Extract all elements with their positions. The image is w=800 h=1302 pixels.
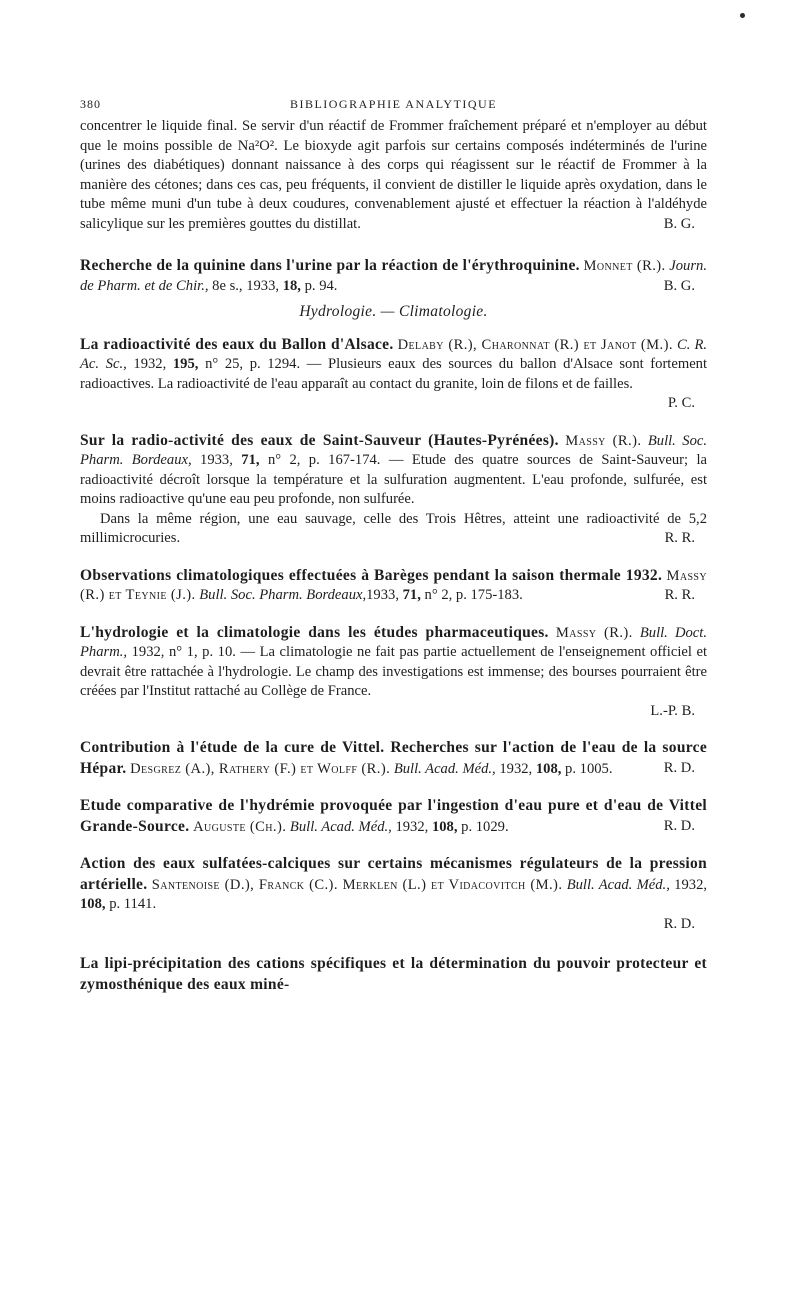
entry-title: La lipi-précipitation des cations spécifiques et la détermination du pouvoir protecteur et zymosthénique des eaux miné- <box>80 955 707 993</box>
entry-authors: Monnet (R.). <box>583 258 666 274</box>
entry-ref-end: p. 1141. <box>109 896 157 912</box>
entry-ref: 1933, <box>366 587 399 603</box>
entry-authors: Massy (R.) et Teynie (J.). <box>80 567 707 603</box>
entry-ref-end: n° 25, p. 1294. <box>205 356 301 372</box>
page-content <box>80 0 707 995</box>
entry-volume: 108, <box>535 760 562 777</box>
bibliography-entry <box>80 796 707 837</box>
entry-ref: 1932, n° 1, p. 10. <box>131 644 236 660</box>
entry-abstract: — Plusieurs eaux des sources du ballon d'Alsace sont fortement radioactives. La radioactivité de l'eau apparaît au contact du granite, loin de filons et de failles. <box>80 356 708 392</box>
bibliography-entry <box>80 566 707 606</box>
entry-ref-end: p. 94. <box>304 277 338 294</box>
entry-abstract: — La climatologie ne fait pas partie actuellement de l'enseignement officiel et devrait être rattachée à l'hydrologie. Le champ des investigations est immense; des bourses pourraient être créées par l'Institut rattaché au Collège de France. <box>80 644 707 699</box>
entry-journal: C. R. Ac. Sc., <box>80 336 708 372</box>
entry-volume: 108, <box>80 896 106 912</box>
entry-signature: B. G. <box>663 277 695 294</box>
entry-signature: R. R. <box>664 587 695 603</box>
bibliography-entry <box>80 335 707 414</box>
entry-authors: Massy (R.). <box>565 432 642 449</box>
entry-ref-end: p. 1029. <box>461 818 509 835</box>
entry-ref: 1932, <box>499 760 533 777</box>
entry-volume: 195, <box>172 356 199 372</box>
entry-title: Contribution à l'étude de la cure de Vittel. Recherches sur l'action de l'eau de la source Hépar. <box>80 739 707 777</box>
entry-authors: Delaby (R.), Charonnat (R.) et Janot (M.). <box>397 336 673 353</box>
entry-authors: Auguste (Ch.). <box>193 818 287 835</box>
entry-authors: Santenoise (D.), Franck (C.). Merklen (L.) et Vidacovitch (M.). <box>151 876 563 893</box>
entry-journal: Bull. Doct. Pharm., <box>80 624 707 660</box>
intro-signature: B. G. <box>663 215 695 232</box>
intro-paragraph <box>80 117 707 234</box>
entry-title: La radioactivité des eaux du Ballon d'Alsace. <box>80 335 394 353</box>
page-number: 380 <box>80 97 101 111</box>
entry-journal: Journ. de Pharm. et de Chir., <box>80 258 707 294</box>
entry-title: L'hydrologie et la climatologie dans les études pharmaceutiques. <box>80 623 549 641</box>
entry-signature: P. C. <box>667 395 695 411</box>
entry-volume: 71, <box>402 587 421 603</box>
entry-ref-end: p. 1005. <box>565 760 613 777</box>
bibliography-entry <box>80 431 707 510</box>
entry-ref: 1933, <box>200 452 233 468</box>
entry-authors: Desgrez (A.), Rathery (F.) et Wolff (R.). <box>130 760 391 777</box>
entry-ref: 8e s., 1933, <box>212 277 280 294</box>
intro-text: concentrer le liquide final. Se servir d'un réactif de Frommer fraîchement préparé et n'employer au début que le moins possible de Na²O². Le bioxyde agit parfois sur certains composés indéterminés de l'urine (urines des diabétiques) donnant naissance à des corps qui réagissent sur le réactif de Frommer à la manière des cétones; dans ces cas, peu fréquents, il convient de distiller le liquide après oxydation, dans le tube même muni d'un tube à deux coudures, convenablement ajusté et effectuer la réaction à l'aldéhyde salicylique sur les premières gouttes du distillat. <box>80 118 707 232</box>
entry-journal: Bull. Soc. Pharm. Bordeaux, <box>80 432 707 468</box>
entry-ref-end: n° 2, p. 167-174. <box>267 452 381 468</box>
entry-ref: 1932, <box>674 876 708 893</box>
bibliography-entry <box>80 256 707 296</box>
entry-volume: 108, <box>431 818 458 835</box>
entry-title: Action des eaux sulfatées-calciques sur certains mécanismes régulateurs de la pression artérielle. <box>80 855 707 893</box>
entry-journal: Bull. Acad. Méd., <box>289 818 392 835</box>
entry-authors: Massy (R.). <box>555 624 633 641</box>
bibliography-entry-final <box>80 954 707 995</box>
page-dot <box>740 13 745 18</box>
entry-signature: R. D. <box>663 915 695 932</box>
entry-title: Etude comparative de l'hydrémie provoquée par l'ingestion d'eau pure et d'eau de Vittel Grande-Source. <box>80 797 707 835</box>
entry-signature: R. D. <box>663 817 695 834</box>
entry-ref-end: n° 2, p. 175-183. <box>424 587 523 603</box>
entry-ref: 1932, <box>133 356 167 372</box>
entry-signature: R. D. <box>663 759 695 776</box>
bibliography-entry <box>80 854 707 934</box>
entry-journal: Bull. Acad. Méd., <box>393 760 496 777</box>
entry-title: Observations climatologiques effectuées à Barèges pendant la saison thermale 1932. <box>80 566 663 584</box>
entry-title: Sur la radio-activité des eaux de Saint-Sauveur (Hautes-Pyrénées). <box>80 431 559 449</box>
bibliography-entry <box>80 738 707 779</box>
entry-abstract-continued <box>80 510 707 549</box>
entry-journal: Bull. Acad. Méd., <box>566 876 670 893</box>
entry-volume: 71, <box>241 452 260 468</box>
entry-signature: R. R. <box>664 530 695 546</box>
running-header <box>80 97 707 117</box>
running-title: BIBLIOGRAPHIE ANALYTIQUE <box>289 97 498 111</box>
bibliography-entry <box>80 623 707 722</box>
entry-abstract: — Etude des quatre sources de Saint-Sauveur; la radioactivité décroît lorsque la température et la sulfuration augmentent. L'eau profonde, sulfurée, est moins radioactive qu'une eau peu profonde, non sulfurée. <box>80 452 708 507</box>
section-heading: Hydrologie. — Climatologie. <box>299 303 488 320</box>
entry-title: Recherche de la quinine dans l'urine par la réaction de l'érythroquinine. <box>80 257 580 274</box>
entry-signature: L.-P. B. <box>650 702 695 719</box>
entry-journal: Bull. Soc. Pharm. Bordeaux, <box>199 587 367 603</box>
entry-volume: 18, <box>282 277 301 294</box>
entry-ref: 1932, <box>395 818 429 835</box>
entry-abstract-2: Dans la même région, une eau sauvage, celle des Trois Hêtres, atteint une radioactivité de 5,2 millimicrocuries. <box>80 510 707 546</box>
